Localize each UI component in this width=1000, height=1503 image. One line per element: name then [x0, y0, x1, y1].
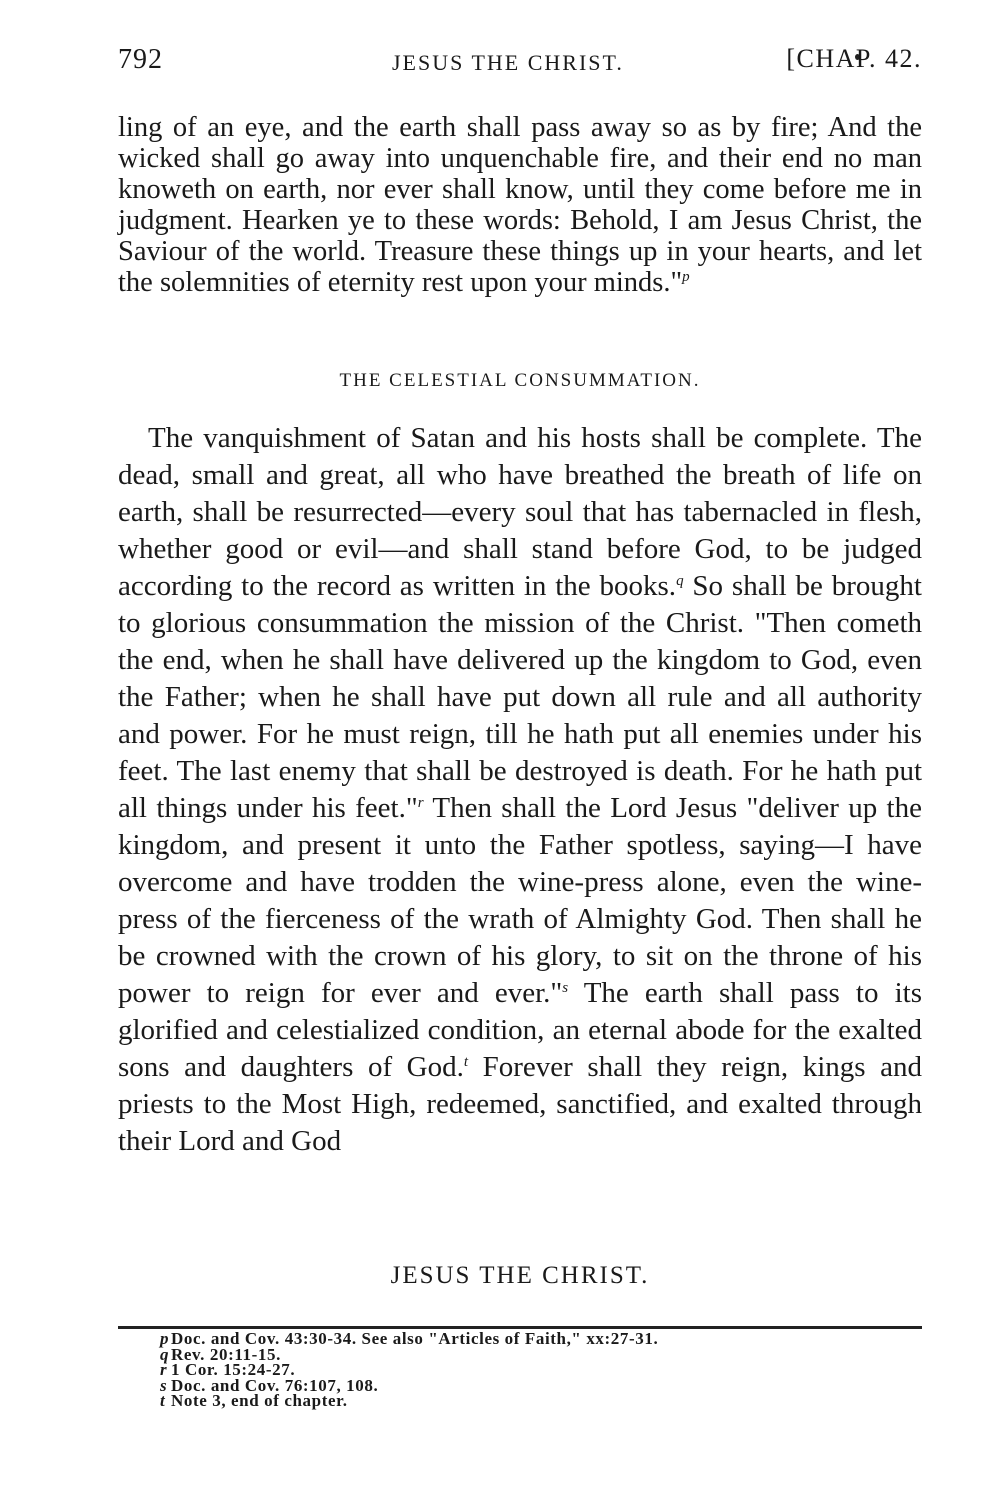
main-paragraph-part-5: Forever shall they reign, kings and priests to the Most High, redeemed, sanctified, and exalted through their Lord and God [118, 1051, 922, 1157]
footnote-text: Rev. 20:11-15. [171, 1344, 281, 1364]
footnote-mark: r [160, 1360, 168, 1379]
footnote-mark: p [160, 1329, 170, 1348]
footnote-ref-t: t [463, 1054, 469, 1070]
chapter-reference: [CHAP. 42. [786, 44, 922, 73]
main-paragraph-part-1: The vanquishment of Satan and his hosts shall be complete. The dead, small and great, all who have breathed the breath of life on earth, shall be resurrected—every soul that has tabernacled in flesh, whether good or evil—and shall stand before God, to be judged according to the record as written in the books. [118, 422, 922, 602]
quote-paragraph [118, 112, 922, 298]
main-paragraph-part-4: The earth shall pass to its glorified and celestialized condition, an eternal abode for the exalted sons and daughters of God. [118, 977, 922, 1083]
footnote-item [160, 1393, 880, 1409]
page-number: 792 [118, 44, 163, 75]
footnote-ref-r: r [417, 795, 424, 811]
footnote-text: Doc. and Cov. 76:107, 108. [171, 1375, 379, 1395]
footnote-text: 1 Cor. 15:24-27. [171, 1360, 296, 1379]
section-heading: THE CELESTIAL CONSUMMATION. [339, 370, 701, 391]
footnote-ref-p: p [682, 269, 690, 285]
footnote-mark: q [160, 1344, 170, 1364]
page-header [118, 44, 922, 80]
footnote-ref-q: q [676, 573, 684, 589]
main-paragraph-part-3: Then shall the Lord Jesus "deliver up the kingdom, and present it unto the Father spotless, saying—I have overcome and have trodden the wine-press alone, even the wine-press of the fierceness of the wrath of Almighty God. Then shall he be crowned with the crown of his glory, to sit on the throne of his power to reign for ever and ever." [118, 792, 922, 1009]
footnote-text: Note 3, end of chapter. [171, 1391, 348, 1410]
quote-paragraph-text: ling of an eye, and the earth shall pass away so as by fire; And the wicked shall go away into unquenchable fire, and their end no man knoweth on earth, nor ever shall know, until they come before me in judgment. Hearken ye to these words: Behold, I am Jesus Christ, the Saviour of the world. Treasure these things up in your hearts, and let the solemnities of eternity rest upon your minds." [118, 112, 922, 298]
running-title: JESUS THE CHRIST. [392, 50, 624, 75]
footnotes [160, 1331, 880, 1409]
main-paragraph-part-2: So shall be brought to glorious consummation the mission of the Christ. "Then cometh the end, when he shall have delivered up the kingdom to God, even the Father; when he shall have put down all rule and all authority and power. For he must reign, till he hath put all enemies under his feet. The last enemy that shall be destroyed is death. For he hath put all things under his feet." [118, 570, 922, 824]
closing-signature: JESUS THE CHRIST. [390, 1262, 650, 1289]
footnote-mark: t [160, 1391, 166, 1410]
footnote-ref-s: s [562, 980, 569, 996]
main-paragraph [118, 420, 922, 1160]
footnote-mark: s [160, 1375, 168, 1395]
footnote-text: Doc. and Cov. 43:30-34. See also "Articles of Faith," xx:27-31. [171, 1329, 659, 1348]
